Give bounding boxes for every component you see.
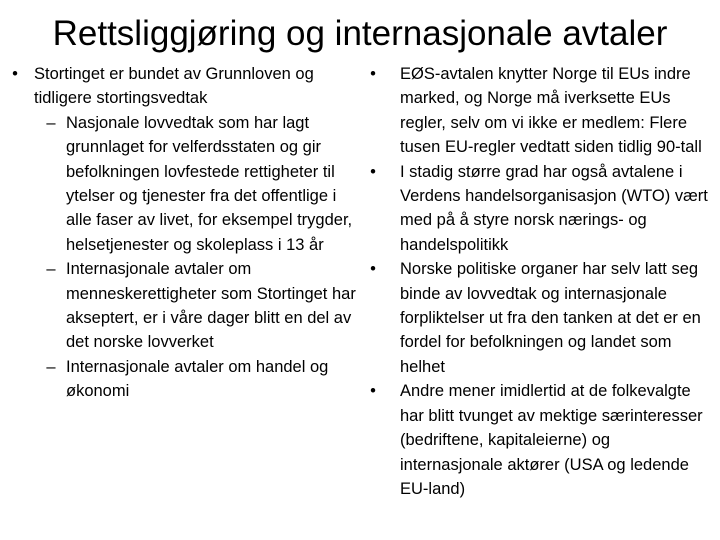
left-column [6, 62, 358, 404]
left-bullet [6, 62, 358, 404]
bullet-text: Andre mener imidlertid at de folkevalgte har blitt tvunget av mektige særinteresser (bedriftene, kapitaleierne) og internasjonale aktører (USA og ledende EU-land) [400, 382, 703, 498]
sub-bullet-trade [6, 355, 358, 404]
right-bullet-political-bodies [362, 257, 716, 379]
left-bullet-text: Stortinget er bundet av Grunnloven og tidligere stortingsvedtak [34, 65, 314, 108]
dash-marker: – [46, 260, 56, 279]
bullet-text: I stadig større grad har også avtalene i Verdens handelsorganisasjon (WTO) vært med på å styre norsk nærings- og handelspolitikk [400, 162, 708, 254]
right-bullet-wto [362, 160, 716, 258]
left-sub-list [34, 111, 358, 404]
sub-bullet-national-laws [6, 111, 358, 257]
dash-marker: – [46, 357, 56, 376]
bullet-text: Norske politiske organer har selv latt seg binde av lovvedtak og internasjonale forpliktelser ut fra den tanken at det er en fordel for befolkningen og landet som helhet [400, 260, 701, 376]
sub-bullet-text: Internasjonale avtaler om handel og økonomi [66, 357, 329, 401]
bullet-marker: • [370, 65, 376, 83]
dash-marker: – [46, 113, 56, 132]
sub-bullet-text: Nasjonale lovvedtak som har lagt grunnlaget for velferdsstaten og gir befolkningen lovfestede rettigheter til ytelser og tjenester fra det offentlige i alle faser av livet, for eksempel trygder, helsetjenester og skoleplass i 13 år [66, 113, 353, 254]
right-bullet-eos [362, 62, 716, 160]
slide-title: Rettsliggjøring og internasjonale avtaler [52, 14, 668, 53]
bullet-marker: • [12, 65, 18, 83]
bullet-marker: • [370, 260, 376, 279]
sub-bullet-text: Internasjonale avtaler om menneskerettigheter som Stortinget har akseptert, er i våre dager blitt en del av det norske lovverket [66, 260, 356, 352]
right-column [362, 62, 716, 501]
bullet-text: EØS-avtalen knytter Norge til EUs indre marked, og Norge må iverksette EUs regler, selv om vi ikke er medlem: Flere tusen EU-regler vedtatt siden tidlig 90-tall [400, 65, 702, 157]
bullet-marker: • [370, 162, 376, 181]
sub-bullet-human-rights [6, 257, 358, 355]
right-bullet-special-interests [362, 379, 716, 501]
bullet-marker: • [370, 382, 376, 401]
